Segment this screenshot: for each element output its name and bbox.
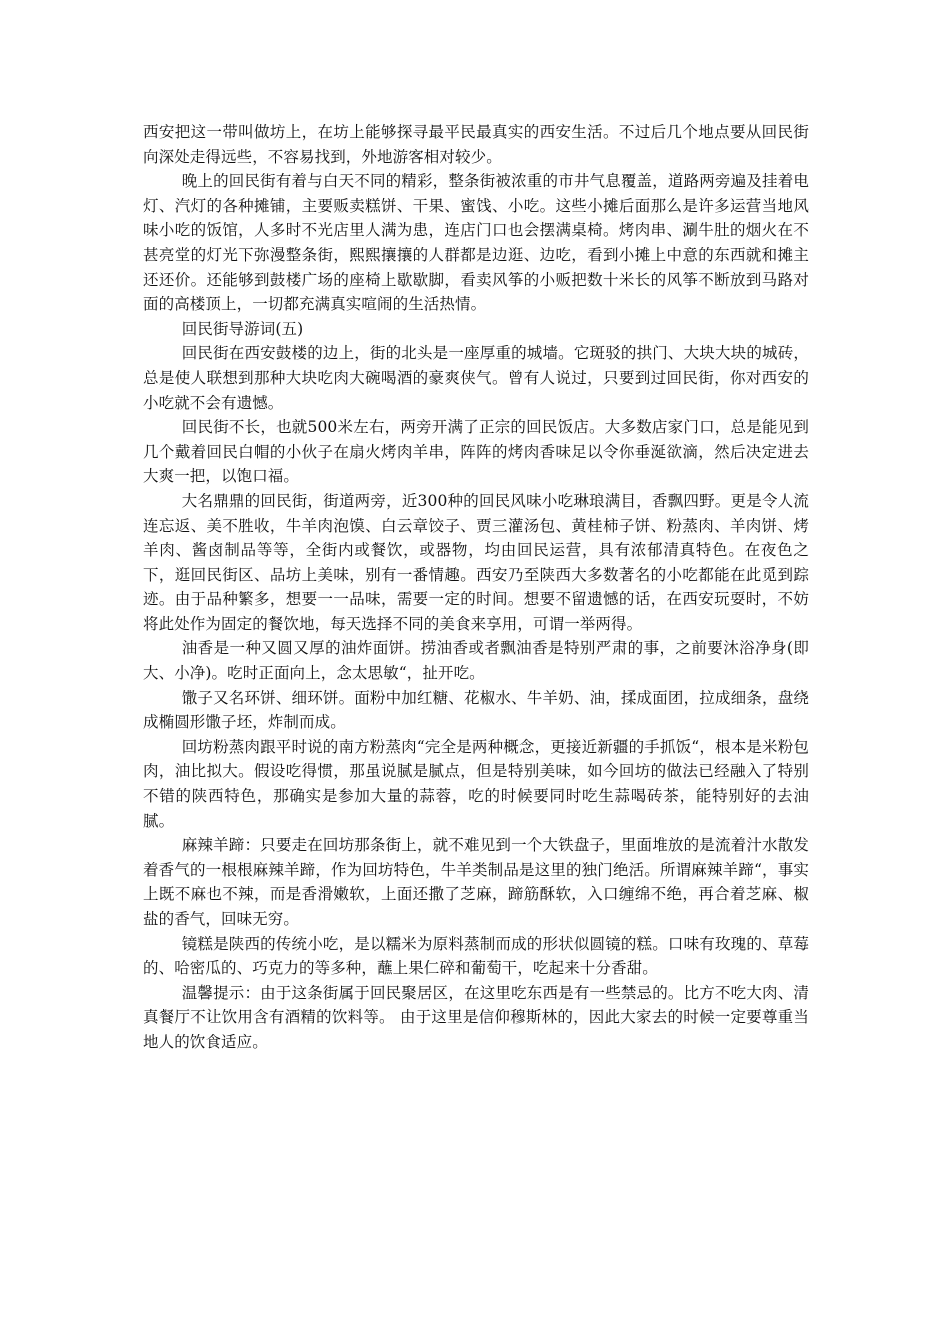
paragraph-street-length: 回民街不长，也就500米左右，两旁开满了正宗的回民饭店。大多数店家门口，总是能见到几个戴着回民白帽的小伙子在扇火烤肉羊串，阵阵的烤肉香味足以令你垂涎欲滴，然后决定进去大爽一把，以饱口福。 bbox=[143, 418, 809, 486]
document-body bbox=[143, 120, 809, 1055]
paragraph-spicy-trotters: 麻辣羊蹄：只要走在回坊那条街上，就不难见到一个大铁盘子，里面堆放的是流着汁水散发着香气的一根根麻辣羊蹄，作为回坊特色，牛羊类制品是这里的独门绝活。所谓麻辣羊蹄“，事实上既不麻也不辣，而是香滑嫩软，上面还撒了芝麻，蹄筋酥软，入口缠绵不绝，再合着芝麻、椒盐的香气，回味无穷。 bbox=[143, 836, 809, 928]
section-heading: 回民街导游词(五) bbox=[181, 319, 304, 338]
paragraph-steamed-pork: 回坊粉蒸肉跟平时说的南方粉蒸肉“完全是两种概念，更接近新疆的手抓饭“，根本是米粉包肉，油比拟大。假设吃得惯，那虽说腻是腻点，但是特别美味，如今回坊的做法已经融入了特别不错的陕西特色，那确实是参加大量的蒜蓉，吃的时候要同时吃生蒜喝砖茶，能特别好的去油腻。 bbox=[143, 737, 809, 830]
paragraph-tips: 温馨提示：由于这条街属于回民聚居区，在这里吃东西是有一些禁忌的。比方不吃大肉、清真餐厅不让饮用含有酒精的饮料等。 由于这里是信仰穆斯林的，因此大家去的时候一定要尊重当地人的饮食适应。 bbox=[143, 983, 809, 1051]
paragraph-snacks-overview: 大名鼎鼎的回民街，街道两旁，近300种的回民风味小吃琳琅满目，香飘四野。更是令人流连忘返、美不胜收，牛羊肉泡馍、白云章饺子、贾三灌汤包、黄桂柿子饼、粉蒸肉、羊肉饼、烤羊肉、酱卤制品等等，全街内或餐饮，或器物，均由回民运营，具有浓郁清真特色。在夜色之下，逛回民街区、品坊上美味，别有一番情趣。西安乃至陕西大多数著名的小吃都能在此觅到踪迹。由于品种繁多，想要一一品味，需要一定的时间。想要不留遗憾的话，在西安玩耍时，不妨将此处作为固定的餐饮地，每天选择不同的美食来享用，可谓一举两得。 bbox=[143, 491, 809, 633]
paragraph-night-street: 晚上的回民街有着与白天不同的精彩，整条街被浓重的市井气息覆盖，道路两旁遍及挂着电灯、汽灯的各种摊铺，主要贩卖糕饼、干果、蜜饯、小吃。这些小摊后面那么是许多运营当地风味小吃的饭馆，人多时不光店里人满为患，连店门口也会摆满桌椅。烤肉串、涮牛肚的烟火在不甚亮堂的灯光下弥漫整条街，熙熙攘攘的人群都是边逛、边吃，看到小摊上中意的东西就和摊主还还价。还能够到鼓楼广场的座椅上歇歇脚，看卖风筝的小贩把数十米长的风筝不断放到马路对面的高楼顶上，一切都充满真实喧闹的生活热情。 bbox=[143, 172, 809, 314]
paragraph-intro-continuation: 西安把这一带叫做坊上，在坊上能够探寻最平民最真实的西安生活。不过后几个地点要从回民街向深处走得远些，不容易找到，外地游客相对较少。 bbox=[143, 123, 809, 166]
paragraph-sanzi: 馓子又名环饼、细环饼。面粉中加红糖、花椒水、牛羊奶、油，揉成面团，拉成细条，盘绕成椭圆形馓子坯，炸制而成。 bbox=[143, 688, 809, 732]
paragraph-city-wall: 回民街在西安鼓楼的边上，街的北头是一座厚重的城墙。它斑驳的拱门、大块大块的城砖，总是使人联想到那种大块吃肉大碗喝酒的豪爽侠气。曾有人说过，只要到过回民街，你对西安的小吃就不会有遗憾。 bbox=[143, 344, 809, 412]
paragraph-youxiang: 油香是一种又圆又厚的油炸面饼。捞油香或者飘油香是特别严肃的事，之前要沐浴净身(即大、小净)。吃时正面向上，念太思敏“，扯开吃。 bbox=[143, 639, 809, 683]
paragraph-jinggao: 镜糕是陕西的传统小吃，是以糯米为原料蒸制而成的形状似圆镜的糕。口味有玫瑰的、草莓的、哈密瓜的、巧克力的等多种，蘸上果仁碎和葡萄干，吃起来十分香甜。 bbox=[143, 934, 809, 978]
